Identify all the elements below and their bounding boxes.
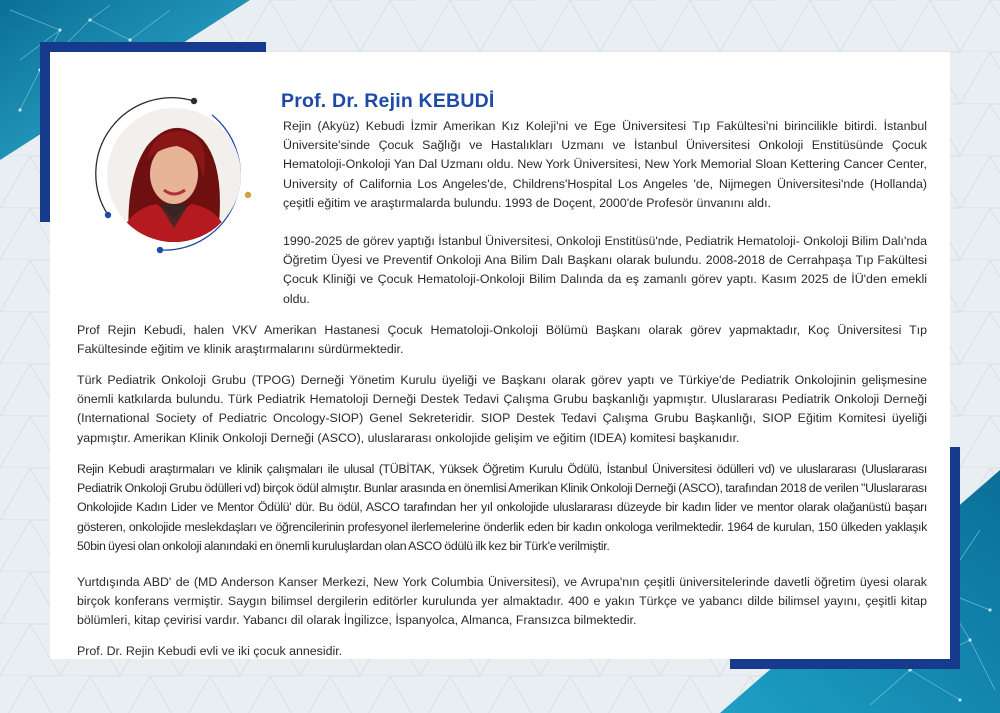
bio-paragraph-international: Yurtdışında ABD' de (MD Anderson Kanser Merkezi, New York Columbia Üniversitesi), ve Avrupa'nın çeşitli üniversitelerinde davetli öğretim üyesi olarak birçok konferans vermiştir. Saygın bilimsel dergilerin editörler kurulunda yer almaktadır. 400 e yakın Türkçe ve yabancı dilde bilimsel yayını, çeşitli kitap bölümleri, kitap çevirisi vardır. Yabancı dil olarak İngilizce, İspanyolca, Almanca, Fransızca bilmektedir. — [77, 575, 927, 628]
bio-paragraph-family: Prof. Dr. Rejin Kebudi evli ve iki çocuk annesidir. — [77, 644, 343, 658]
bio-paragraph-awards: Rejin Kebudi araştırmaları ve klinik çalışmaları ile ulusal (TÜBİTAK, Yüksek Öğretim Kurulu Ödülü, İstanbul Üniversitesi ödülleri vd) ve uluslararası (Uluslararası Pediatrik Onkoloji Grubu ödülleri vd) birçok ödül almıştır. Bunlar arasında en önemlisi Amerikan Klinik Onkoloji Derneği (ASCO), tarafından 2018 de verilen "Uluslararası Onkolojide Kadın Lider ve Mentor Ödülü' dür. Bu ödül, ASCO tarafından her yıl onkolojide uluslararası düzeyde bir kadın lider ve mentor olarak olağanüstü başarı gösteren, onkolojide meslekdaşları ve öğrencilerinin profesyonel ilerlemelerine önderlik eden bir kadın onkologa verilmektedir. 1964 de kurulan, 150 ülkeden yaklaşık 50bin üyesi olan onkoloji alanındaki en önemli kuruluşlardan olan ASCO ödülü ilk kez bir Türk'e verilmiştir. — [77, 462, 927, 553]
bio-paragraph-societies: Türk Pediatrik Onkoloji Grubu (TPOG) Derneği Yönetim Kurulu üyeliği ve Başkanı olarak görev yaptı ve Türkiye'de Pediatrik Onkolojinin gelişmesine önemli katkılarda bulundu. Türk Pediatrik Hematoloji Derneği Destek Tedavi Çalışma Grubu başkanlığı yapmıştır. Uluslararası Pediatrik Onkoloji Derneği (International Society of Pediatric Oncology-SIOP) Genel Sekreteridir. SIOP Destek Tedavi Çalışma Grubu Başkanlığı, SIOP Eğitim Komitesi üyeliği yapmıştır. Amerikan Klinik Onkoloji Derneği (ASCO), uluslararası onkolojide gelişim ve eğitim (IDEA) komitesi başkanıdır. — [77, 373, 927, 445]
profile-name: Prof. Dr. Rejin KEBUDİ — [281, 90, 495, 112]
portrait-photo — [107, 108, 241, 242]
bio-paragraph-career: 1990-2025 de görev yaptığı İstanbul Üniversitesi, Onkoloji Enstitüsü'nde, Pediatrik Hematoloji- Onkoloji Bilim Dalı'nda Öğretim Üyesi ve Preventif Onkoloji Ana Bilim Dalı Başkanı olarak bulundu. 2008-2018 de Cerrahpaşa Tıp Fakültesi Çocuk Kliniği ve Çocuk Hematoloji-Onkoloji Bilim Dalında da eş zamanlı görev yaptı. Kasım 2025 de İÜ'den emekli oldu. — [283, 234, 927, 306]
frame-accent-right — [950, 447, 960, 669]
bio-paragraph-education: Rejin (Akyüz) Kebudi İzmir Amerikan Kız Koleji'ni ve Ege Üniversitesi Tıp Fakültesi'ni birincilikle bitirdi. İstanbul Üniversite'sinde Çocuk Sağlığı ve Hastalıkları Uzmanı ve İstanbul Üniversitesi Onkoloji Enstitüsünde Çocuk Hematoloji-Onkoloji Yan Dal Uzmanı oldu. New York Üniversitesi, New York Memorial Sloan Kettering Cancer Center, University of California Los Angeles'de, Childrens'Hospital Los Angeles 'de, Nijmegen Üniversitesi'nde (Hollanda) çeşitli eğitim ve araştırmalarda bulundu. 1993 de Doçent, 2000'de Profesör ünvanını aldı. — [283, 119, 927, 210]
frame-accent-left — [40, 42, 50, 222]
bio-paragraph-current-position: Prof Rejin Kebudi, halen VKV Amerikan Hastanesi Çocuk Hematoloji-Onkoloji Bölümü Başkanı olarak görev yapmaktadır, Koç Üniversitesi Tıp Fakültesinde eğitim ve klinik araştırmalarını sürdürmektedir. — [77, 323, 927, 357]
frame-accent-top — [40, 42, 266, 52]
